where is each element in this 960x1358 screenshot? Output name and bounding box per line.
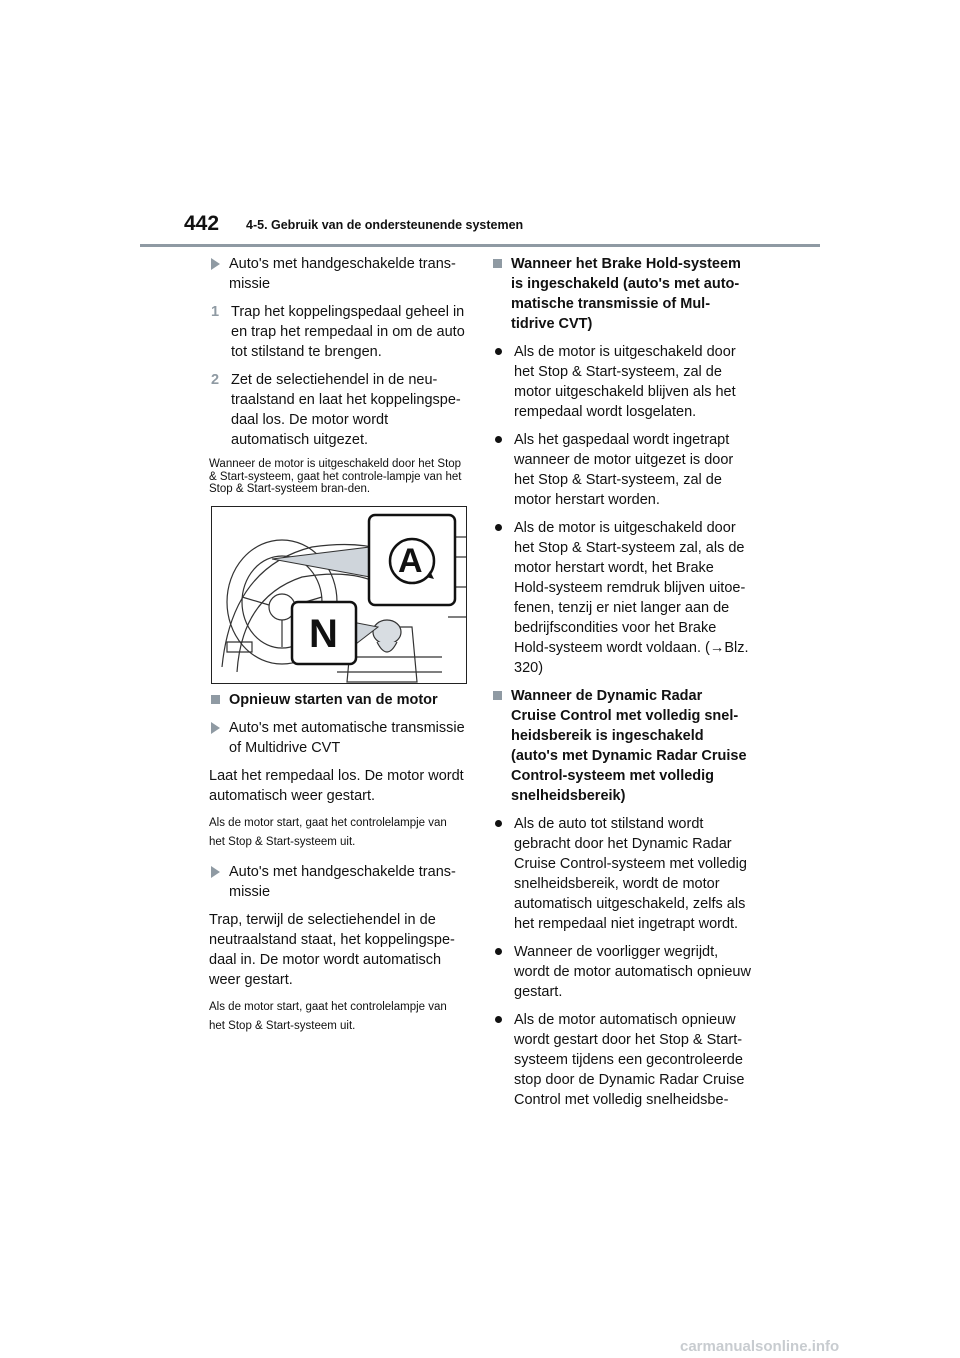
bullet-icon	[495, 524, 502, 531]
auto-restart-note: Als de motor start, gaat het controlelampje van het Stop & Start-systeem uit.	[209, 816, 447, 848]
page-header	[0, 0, 960, 250]
chapter-title: 4-5. Gebruik van de ondersteunende systemen	[246, 218, 524, 232]
bullet-icon	[495, 1016, 502, 1023]
arrow-icon	[211, 866, 220, 878]
bullet-icon	[495, 820, 502, 827]
step-number: 1	[211, 304, 220, 320]
manual-restart-note: Als de motor start, gaat het controlelampje van het Stop & Start-systeem uit.	[209, 1000, 447, 1032]
note-indicator: Wanneer de motor is uitgeschakeld door het Stop & Start-systeem, gaat het controle-lampje van het Stop & Start-systeem bran-den.	[209, 458, 462, 495]
manual-restart-text: Trap, terwijl de selectiehendel in de neutraalstand staat, het koppelingspe-daal in. De motor wordt automatisch weer gestart.	[209, 911, 455, 988]
square-icon	[493, 691, 502, 700]
bullet-icon	[495, 348, 502, 355]
list-item: Als de auto tot stilstand wordt gebracht door het Dynamic Radar Cruise Control-systeem met volledig snelheidsbereik, wordt de motor automatisch uitgeschakeld, zelfs als het rempedaal niet ingetrapt wordt.	[491, 814, 751, 934]
gear-letter: N	[309, 611, 338, 656]
bullet-icon	[495, 436, 502, 443]
step-text: Zet de selectiehendel in de neu-traalstand en laat het koppelingspe-daal los. De motor wordt automatisch uitgezet.	[231, 372, 461, 448]
right-column	[491, 254, 751, 1118]
indicator-letter: A	[398, 541, 423, 580]
step-2	[209, 370, 465, 450]
list-item: Als de motor is uitgeschakeld door het Stop & Start-systeem, zal de motor uitgeschakeld blijven als het rempedaal wordt losgelaten.	[491, 342, 751, 422]
header-rule	[140, 244, 820, 247]
manual-transmission-label: Auto's met handgeschakelde trans-missie	[209, 254, 465, 294]
arrow-icon	[211, 722, 220, 734]
automatic-transmission-label: Auto's met automatische transmissie of Multidrive CVT	[209, 718, 465, 758]
watermark: carmanualsonline.info	[680, 1338, 840, 1355]
restart-heading: Opnieuw starten van de motor	[209, 690, 465, 710]
indicator-callout	[272, 515, 455, 605]
step-text: Trap het koppelingspedaal geheel in en trap het rempedaal in om de auto tot stilstand te brengen.	[231, 304, 465, 360]
list-item: Wanneer de voorligger wegrijdt, wordt de motor automatisch opnieuw gestart.	[491, 942, 751, 1002]
arrow-icon	[211, 258, 220, 270]
square-icon	[211, 695, 220, 704]
list-item: Als de motor automatisch opnieuw wordt gestart door het Stop & Start-systeem tijdens een gecontroleerde stop door de Dynamic Radar Cruise Control met volledig snelheidsbe-	[491, 1010, 751, 1110]
manual-transmission-label-2: Auto's met handgeschakelde trans-missie	[209, 862, 465, 902]
left-column	[209, 254, 465, 1046]
square-icon	[493, 259, 502, 268]
list-item: Als het gaspedaal wordt ingetrapt wanneer de motor uitgezet is door het Stop & Start-systeem, zal de motor herstart worden.	[491, 430, 751, 510]
list-item: Als de motor is uitgeschakeld door het Stop & Start-systeem zal, als de motor herstart wordt, het Brake Hold-systeem remdruk blijven uitoe-fenen, tenzij er niet langer aan de bedrijfscondities voor het Brake Hold-systeem wordt voldaan. (→Blz. 320)	[491, 518, 751, 678]
page-number: 442	[184, 212, 220, 235]
brake-hold-heading: Wanneer het Brake Hold-systeem is ingeschakeld (auto's met auto-matische transmissie of Mul-tidrive CVT)	[491, 254, 751, 334]
step-number: 2	[211, 372, 220, 388]
bullet-icon	[495, 948, 502, 955]
radar-cruise-heading: Wanneer de Dynamic Radar Cruise Control met volledig snel-heidsbereik is ingeschakeld (auto's met Dynamic Radar Cruise Control-systeem met volledig snelheidsbereik)	[491, 686, 751, 806]
auto-restart-text: Laat het rempedaal los. De motor wordt automatisch weer gestart.	[209, 767, 464, 804]
gear-knob	[373, 620, 401, 652]
dashboard-illustration	[211, 506, 467, 684]
step-1	[209, 302, 465, 362]
